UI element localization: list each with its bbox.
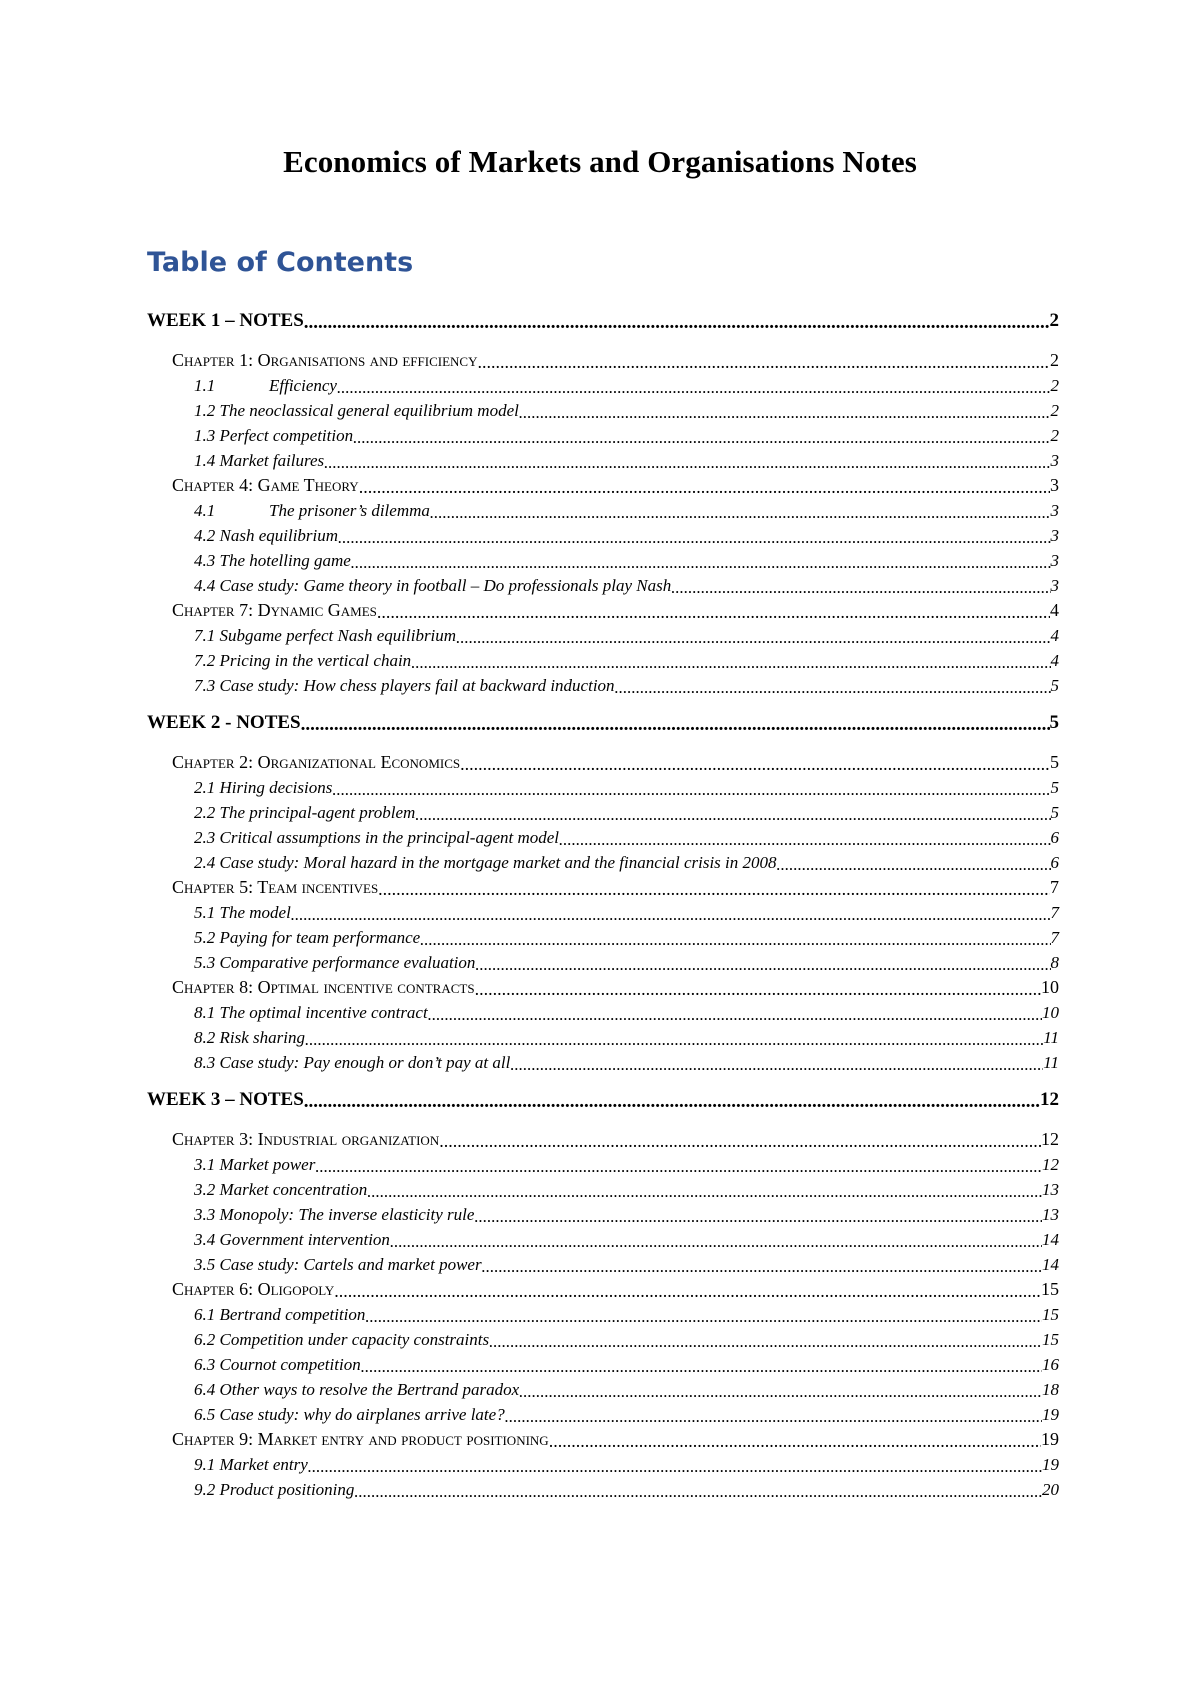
toc-section-label: 1.3 Perfect competition xyxy=(194,426,354,445)
dot-leader xyxy=(305,1031,1043,1048)
toc-section-link[interactable] xyxy=(147,571,1059,596)
toc-week-label: WEEK 2 - NOTES xyxy=(147,712,301,733)
toc-section-label: 2.4 Case study: Moral hazard in the mortgage market and the financial crisis in 2008 xyxy=(194,853,777,872)
toc-section-label: 6.4 Other ways to resolve the Bertrand paradox xyxy=(194,1380,520,1399)
toc-section-link[interactable] xyxy=(147,1150,1059,1175)
dot-leader xyxy=(365,1308,1042,1325)
toc-chapter-link[interactable] xyxy=(147,973,1059,998)
dot-leader xyxy=(420,931,1050,948)
toc-section-link[interactable] xyxy=(147,546,1059,571)
page-number: 13 xyxy=(1042,1205,1059,1224)
dot-leader xyxy=(411,654,1050,671)
toc-section-link[interactable] xyxy=(147,671,1059,696)
toc-section-link[interactable] xyxy=(147,773,1059,798)
toc-section-label: 3.2 Market concentration xyxy=(194,1180,368,1199)
dot-leader xyxy=(475,956,1050,973)
toc-section-label: 4.4 Case study: Game theory in football – Do professionals play Nash xyxy=(194,576,672,595)
toc-chapter-label: Chapter 2: Organizational Economics xyxy=(172,752,461,772)
toc-section-link[interactable] xyxy=(147,1250,1059,1275)
toc-section-link[interactable] xyxy=(147,1175,1059,1200)
toc-section-label: 3.5 Case study: Cartels and market power xyxy=(194,1255,482,1274)
page-number: 20 xyxy=(1042,1480,1059,1499)
dot-leader xyxy=(430,504,1051,521)
toc-chapter-link[interactable] xyxy=(147,471,1059,496)
page-number: 11 xyxy=(1043,1053,1059,1072)
dot-leader xyxy=(519,1383,1042,1400)
toc-section-label: 3.1 Market power xyxy=(194,1155,316,1174)
toc-week-label: WEEK 3 – NOTES xyxy=(147,1089,304,1110)
dot-leader xyxy=(777,856,1051,873)
page-number: 5 xyxy=(1050,778,1059,797)
page-number: 7 xyxy=(1050,877,1059,897)
dot-leader xyxy=(337,379,1051,396)
toc-section-link[interactable] xyxy=(147,1475,1059,1500)
dot-leader xyxy=(353,429,1050,446)
dot-leader xyxy=(482,1258,1042,1275)
page-number: 15 xyxy=(1042,1330,1059,1349)
toc-week-link[interactable] xyxy=(147,1078,1059,1115)
toc-section-link[interactable] xyxy=(147,1325,1059,1350)
page-number: 5 xyxy=(1050,803,1059,822)
toc-chapter-label: Chapter 8: Optimal incentive contracts xyxy=(172,977,475,997)
dot-leader xyxy=(332,781,1050,798)
page-number: 18 xyxy=(1042,1380,1059,1399)
dot-leader xyxy=(559,831,1050,848)
dot-leader xyxy=(510,1056,1043,1073)
toc-section-link[interactable] xyxy=(147,446,1059,471)
toc-section-label: 7.1 Subgame perfect Nash equilibrium xyxy=(194,626,457,645)
dot-leader xyxy=(489,1333,1042,1350)
dot-leader xyxy=(671,579,1050,596)
page-number: 12 xyxy=(1042,1155,1059,1174)
dot-leader xyxy=(505,1408,1042,1425)
page-number: 3 xyxy=(1050,475,1059,495)
page-number: 14 xyxy=(1042,1230,1059,1249)
toc-chapter-link[interactable] xyxy=(147,346,1059,371)
dot-leader xyxy=(456,629,1050,646)
toc-section-label: 5.3 Comparative performance evaluation xyxy=(194,953,476,972)
toc-section-link[interactable] xyxy=(147,898,1059,923)
toc-section-label: 2.2 The principal-agent problem xyxy=(194,803,416,822)
dot-leader xyxy=(324,454,1050,471)
page-number: 10 xyxy=(1041,977,1059,997)
toc-chapter-label: Chapter 3: Industrial organization xyxy=(172,1129,440,1149)
toc-section-label xyxy=(194,376,337,396)
toc-chapter-label: Chapter 7: Dynamic Games xyxy=(172,600,377,620)
dot-leader xyxy=(390,1233,1042,1250)
toc-section-label: 4.3 The hotelling game xyxy=(194,551,351,570)
page-number: 2 xyxy=(1050,376,1059,395)
toc-section-label: 1.4 Market failures xyxy=(194,451,325,470)
toc-section-label: 6.2 Competition under capacity constraints xyxy=(194,1330,490,1349)
dot-leader xyxy=(315,1158,1042,1175)
dot-leader xyxy=(519,404,1051,421)
toc-section-link[interactable] xyxy=(147,923,1059,948)
toc-chapter-label: Chapter 1: Organisations and efficiency xyxy=(172,350,478,370)
dot-leader xyxy=(378,880,1050,898)
toc-section-label: 8.2 Risk sharing xyxy=(194,1028,305,1047)
page-number: 3 xyxy=(1050,501,1059,520)
toc-section-label: 3.4 Government intervention xyxy=(194,1230,390,1249)
page-number: 15 xyxy=(1042,1305,1059,1324)
toc-section-label: 6.3 Cournot competition xyxy=(194,1355,361,1374)
toc-section-label: 2.1 Hiring decisions xyxy=(194,778,333,797)
toc-section-label: 6.1 Bertrand competition xyxy=(194,1305,366,1324)
page-number: 15 xyxy=(1041,1279,1059,1299)
dot-leader xyxy=(338,529,1050,546)
dot-leader xyxy=(428,1006,1042,1023)
page-number: 3 xyxy=(1050,551,1059,570)
dot-leader xyxy=(308,1458,1042,1475)
page-number: 8 xyxy=(1050,953,1059,972)
toc-section-label: 9.1 Market entry xyxy=(194,1455,308,1474)
dot-leader xyxy=(334,1282,1041,1300)
page-number: 4 xyxy=(1050,600,1059,620)
page-number: 2 xyxy=(1050,401,1059,420)
toc-section-label: 5.1 The model xyxy=(194,903,291,922)
toc-section-link[interactable] xyxy=(147,1048,1059,1073)
page-number: 14 xyxy=(1042,1255,1059,1274)
toc-section-label: 8.3 Case study: Pay enough or don’t pay at all xyxy=(194,1053,511,1072)
toc-section-number: 1.1 xyxy=(194,376,216,395)
toc-section-label: 2.3 Critical assumptions in the principal-agent model xyxy=(194,828,560,847)
page-number: 19 xyxy=(1041,1429,1059,1449)
toc-section-link[interactable] xyxy=(147,1375,1059,1400)
dot-leader xyxy=(351,554,1051,571)
toc-section-text: Efficiency xyxy=(269,376,337,395)
dot-leader xyxy=(615,679,1051,696)
page-number: 12 xyxy=(1040,1089,1059,1110)
toc-chapter-link[interactable] xyxy=(147,1275,1059,1300)
toc-chapter-label: Chapter 4: Game Theory xyxy=(172,475,359,495)
toc-chapter-link[interactable] xyxy=(147,1125,1059,1150)
dot-leader xyxy=(549,1432,1041,1450)
dot-leader xyxy=(361,1358,1042,1375)
toc-section-link[interactable] xyxy=(147,1200,1059,1225)
toc-section-link[interactable] xyxy=(147,521,1059,546)
toc-chapter-label: Chapter 9: Market entry and product positioning xyxy=(172,1429,549,1449)
toc-section-link[interactable] xyxy=(147,646,1059,671)
toc-chapter-link[interactable] xyxy=(147,1425,1059,1450)
toc-section-link[interactable] xyxy=(147,371,1059,396)
toc-section-label: 7.2 Pricing in the vertical chain xyxy=(194,651,412,670)
dot-leader xyxy=(359,478,1050,496)
page-number: 3 xyxy=(1050,451,1059,470)
toc-section-link[interactable] xyxy=(147,1450,1059,1475)
toc-section-label: 8.1 The optimal incentive contract xyxy=(194,1003,428,1022)
toc-section-link[interactable] xyxy=(147,1225,1059,1250)
toc-section-label xyxy=(194,501,430,521)
toc-section-text: The prisoner’s dilemma xyxy=(269,501,430,520)
toc-section-link[interactable] xyxy=(147,1023,1059,1048)
toc-section-label: 5.2 Paying for team performance xyxy=(194,928,421,947)
table-of-contents xyxy=(147,299,1059,1500)
page-number: 3 xyxy=(1050,576,1059,595)
toc-section-link[interactable] xyxy=(147,798,1059,823)
toc-section-link[interactable] xyxy=(147,823,1059,848)
toc-section-link[interactable] xyxy=(147,848,1059,873)
toc-section-link[interactable] xyxy=(147,496,1059,521)
dot-leader xyxy=(415,806,1050,823)
page-number: 12 xyxy=(1041,1129,1059,1149)
dot-leader xyxy=(439,1132,1041,1150)
dot-leader xyxy=(291,906,1051,923)
toc-chapter-label: Chapter 6: Oligopoly xyxy=(172,1279,335,1299)
page-number: 6 xyxy=(1050,828,1059,847)
toc-section-link[interactable] xyxy=(147,998,1059,1023)
page-number: 16 xyxy=(1042,1355,1059,1374)
page-number: 2 xyxy=(1049,310,1059,331)
page-number: 7 xyxy=(1050,928,1059,947)
dot-leader xyxy=(354,1483,1042,1500)
page-number: 4 xyxy=(1050,626,1059,645)
page-number: 6 xyxy=(1050,853,1059,872)
toc-chapter-link[interactable] xyxy=(147,748,1059,773)
toc-section-label: 1.2 The neoclassical general equilibrium model xyxy=(194,401,519,420)
toc-section-label: 3.3 Monopoly: The inverse elasticity rule xyxy=(194,1205,475,1224)
toc-week-link[interactable] xyxy=(147,701,1059,738)
page-number: 19 xyxy=(1042,1455,1059,1474)
toc-section-label: 6.5 Case study: why do airplanes arrive late? xyxy=(194,1405,505,1424)
dot-leader xyxy=(477,353,1050,371)
page-number: 13 xyxy=(1042,1180,1059,1199)
dot-leader xyxy=(475,980,1041,998)
page-number: 19 xyxy=(1042,1405,1059,1424)
toc-section-link[interactable] xyxy=(147,1350,1059,1375)
page-number: 3 xyxy=(1050,526,1059,545)
dot-leader xyxy=(377,603,1050,621)
page-number: 11 xyxy=(1043,1028,1059,1047)
page-number: 5 xyxy=(1050,752,1059,772)
toc-section-number: 4.1 xyxy=(194,501,216,520)
dot-leader xyxy=(301,715,1050,738)
toc-chapter-label: Chapter 5: Team incentives xyxy=(172,877,379,897)
page-number: 2 xyxy=(1050,426,1059,445)
toc-chapter-link[interactable] xyxy=(147,596,1059,621)
dot-leader xyxy=(367,1183,1042,1200)
toc-section-label: 7.3 Case study: How chess players fail at backward induction xyxy=(194,676,615,695)
toc-week-label: WEEK 1 – NOTES xyxy=(147,310,304,331)
toc-heading: Table of Contents xyxy=(147,247,414,278)
page-number: 10 xyxy=(1042,1003,1059,1022)
toc-section-link[interactable] xyxy=(147,948,1059,973)
page-number: 5 xyxy=(1050,676,1059,695)
dot-leader xyxy=(474,1208,1042,1225)
dot-leader xyxy=(304,313,1050,336)
toc-section-link[interactable] xyxy=(147,621,1059,646)
toc-section-link[interactable] xyxy=(147,1300,1059,1325)
page-number: 2 xyxy=(1050,350,1059,370)
toc-section-link[interactable] xyxy=(147,396,1059,421)
toc-section-link[interactable] xyxy=(147,421,1059,446)
dot-leader xyxy=(460,755,1050,773)
toc-section-label: 9.2 Product positioning xyxy=(194,1480,355,1499)
dot-leader xyxy=(304,1092,1040,1115)
toc-section-label: 4.2 Nash equilibrium xyxy=(194,526,339,545)
page-number: 4 xyxy=(1050,651,1059,670)
page-number: 5 xyxy=(1049,712,1059,733)
toc-chapter-link[interactable] xyxy=(147,873,1059,898)
toc-section-link[interactable] xyxy=(147,1400,1059,1425)
document-title: Economics of Markets and Organisations Notes xyxy=(283,144,917,179)
page-number: 7 xyxy=(1050,903,1059,922)
toc-week-link[interactable] xyxy=(147,299,1059,336)
